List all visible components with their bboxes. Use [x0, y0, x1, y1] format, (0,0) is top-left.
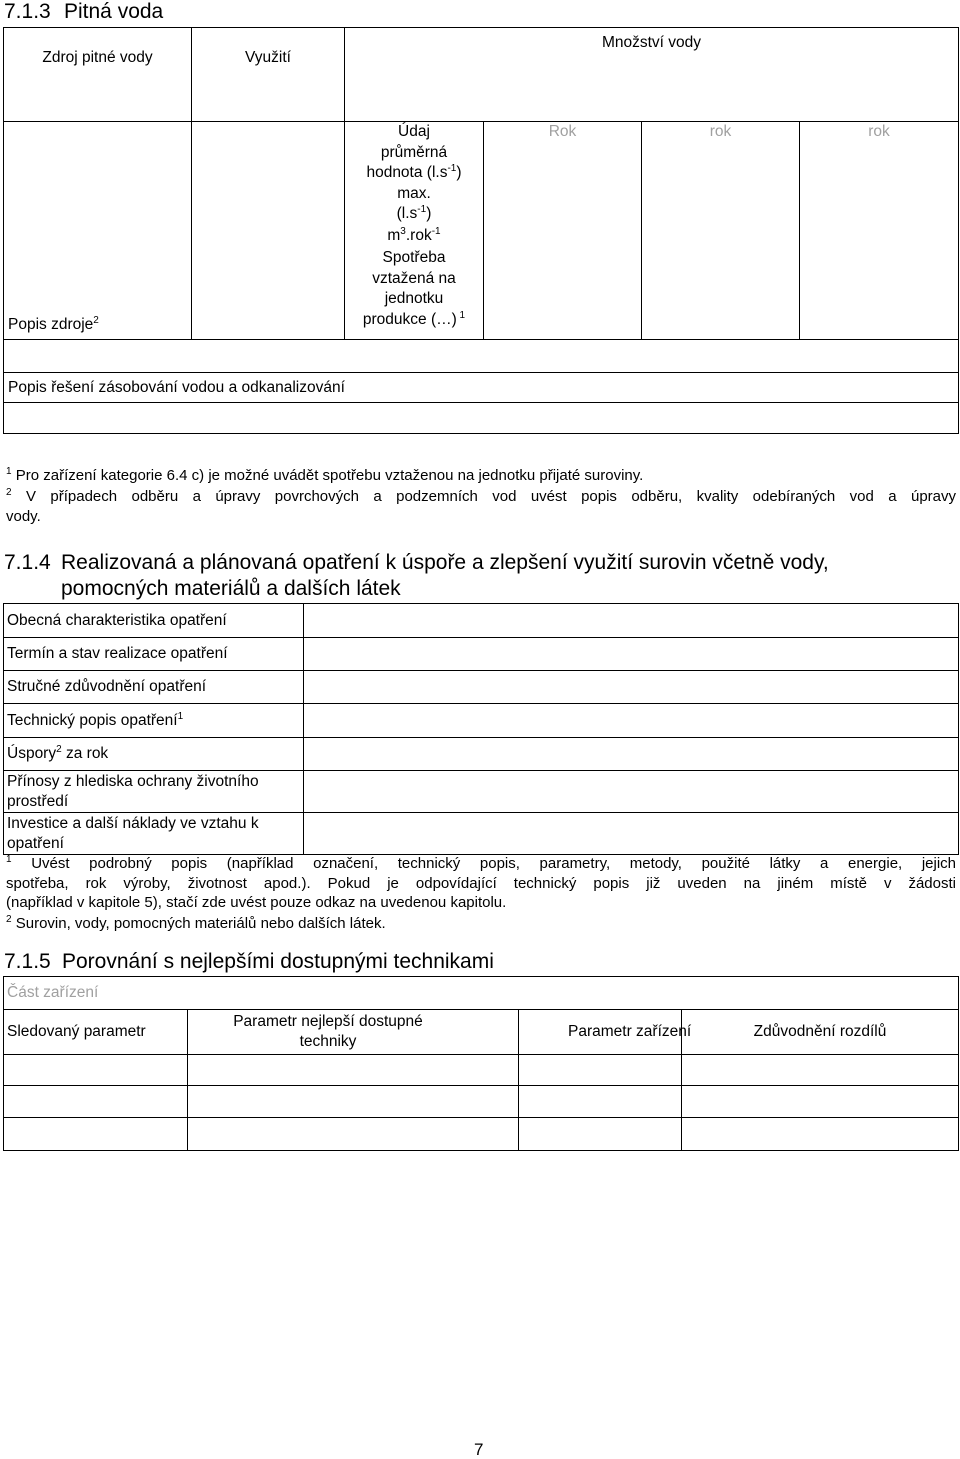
row-specific: Spotřeba vztažená na jednotku produkce (…) $^1$	[362, 249, 466, 328]
bat-cell[interactable]	[682, 1086, 959, 1118]
section-number: 7.1.5	[4, 950, 51, 973]
section-heading-713	[4, 0, 163, 24]
water-table	[3, 27, 959, 434]
section-number: 7.1.3	[4, 0, 51, 23]
measure-row-label: Přínosy z hlediska ochrany životního prostředí	[4, 771, 304, 813]
section-heading-715	[4, 950, 494, 974]
row-max: max. $(l.s^{-1})$	[396, 184, 432, 222]
year-1: Rok	[484, 122, 642, 340]
row-average: průměrná hodnota $(l.s^{-1})$	[366, 143, 462, 181]
year-3: rok	[800, 122, 959, 340]
notes-714: $^1$ Uvést podrobný popis (například označení, technický popis, parametry, metody, použité látky a energie, jejich spotřeba, rok výroby, životnost apod.). Pokud je odpovídající technický popis již uveden na jiném místě v žádosti (například v kapitole 5), stačí zde uvést pouze odkaz na uvedenou kapitolu. $^2$ Surovin, vody, pomocných materiálů nebo dalších látek.	[6, 854, 956, 932]
notes-713	[6, 466, 956, 527]
bat-table	[3, 976, 959, 1151]
section-title: Porovnání s nejlepšími dostupnými technikami	[62, 950, 494, 973]
measure-row-value[interactable]	[304, 704, 959, 738]
bat-cell[interactable]	[682, 1118, 959, 1151]
measure-row-value[interactable]	[304, 771, 959, 813]
bat-cell[interactable]	[188, 1118, 519, 1151]
bat-cell[interactable]	[188, 1086, 519, 1118]
bat-header-param: Sledovaný parametr	[4, 1010, 188, 1055]
supply-desc-label: Popis řešení zásobování vodou a odkanalizování	[4, 373, 959, 403]
bat-cell[interactable]	[519, 1055, 682, 1086]
col-source-header: Zdroj pitné vody	[4, 28, 192, 122]
use-cell	[192, 122, 345, 340]
data-col	[345, 122, 484, 340]
bat-cell[interactable]	[4, 1086, 188, 1118]
measure-row-label: Úspory$^2$ za rok	[4, 738, 304, 771]
page-number: 7	[474, 1440, 484, 1459]
bat-header-reason: Zdůvodnění rozdílů	[682, 1010, 959, 1055]
bat-cell[interactable]	[682, 1055, 959, 1086]
section-title: Pitná voda	[64, 0, 164, 23]
supply-desc-value[interactable]	[4, 403, 959, 434]
measure-row-label: Investice a další náklady ve vztahu k opatření	[4, 813, 304, 855]
bat-header-bat: Parametr nejlepší dostupné techniky	[188, 1010, 519, 1055]
measures-table	[3, 603, 959, 855]
measure-row-label: Obecná charakteristika opatření	[4, 604, 304, 638]
measure-row-value[interactable]	[304, 638, 959, 671]
row-m3: $m^3.rok^{-1}$	[387, 225, 441, 244]
measure-row-value[interactable]	[304, 604, 959, 638]
measure-row-value[interactable]	[304, 813, 959, 855]
bat-cell[interactable]	[4, 1055, 188, 1086]
section-title: Realizovaná a plánovaná opatření k úspoře a zlepšení využití surovin včetně vody,	[61, 551, 829, 574]
note-1: $^1$ Pro zařízení kategorie 6.4 c) je možné uvádět spotřebu vztaženou na jednotku přijaté suroviny.	[6, 466, 644, 484]
source-desc-cell: Popis zdroje$^2$	[4, 122, 192, 340]
col-quantity-header: Množství vody	[345, 28, 959, 122]
measure-row-label: Stručné zdůvodnění opatření	[4, 671, 304, 704]
data-header: Údaj	[398, 123, 430, 140]
measure-row-label: Termín a stav realizace opatření	[4, 638, 304, 671]
note-2: $^2$ V případech odběru a úpravy povrchových a podzemních vod uvést popis odběru, kvality odebíraných vod a úpravy vody.	[6, 487, 956, 525]
bat-cell[interactable]	[4, 1118, 188, 1151]
bat-cell[interactable]	[519, 1086, 682, 1118]
bat-header-device: Parametr zařízení	[519, 1010, 682, 1055]
bat-cell[interactable]	[188, 1055, 519, 1086]
measure-row-value[interactable]	[304, 671, 959, 704]
source-desc-value[interactable]	[4, 340, 959, 373]
bat-cell[interactable]	[519, 1118, 682, 1151]
section-heading-714: 7.1.4 Realizovaná a plánovaná opatření k úspoře a zlepšení využití surovin včetně vody, pomocných materiálů a dalších látek	[4, 551, 829, 600]
year-2: rok	[642, 122, 800, 340]
section-number: 7.1.4	[4, 551, 51, 574]
measure-row-value[interactable]	[304, 738, 959, 771]
part-label: Část zařízení	[4, 977, 959, 1010]
measure-row-label: Technický popis opatření$^1$	[4, 704, 304, 738]
col-use-header: Využití	[192, 28, 345, 122]
